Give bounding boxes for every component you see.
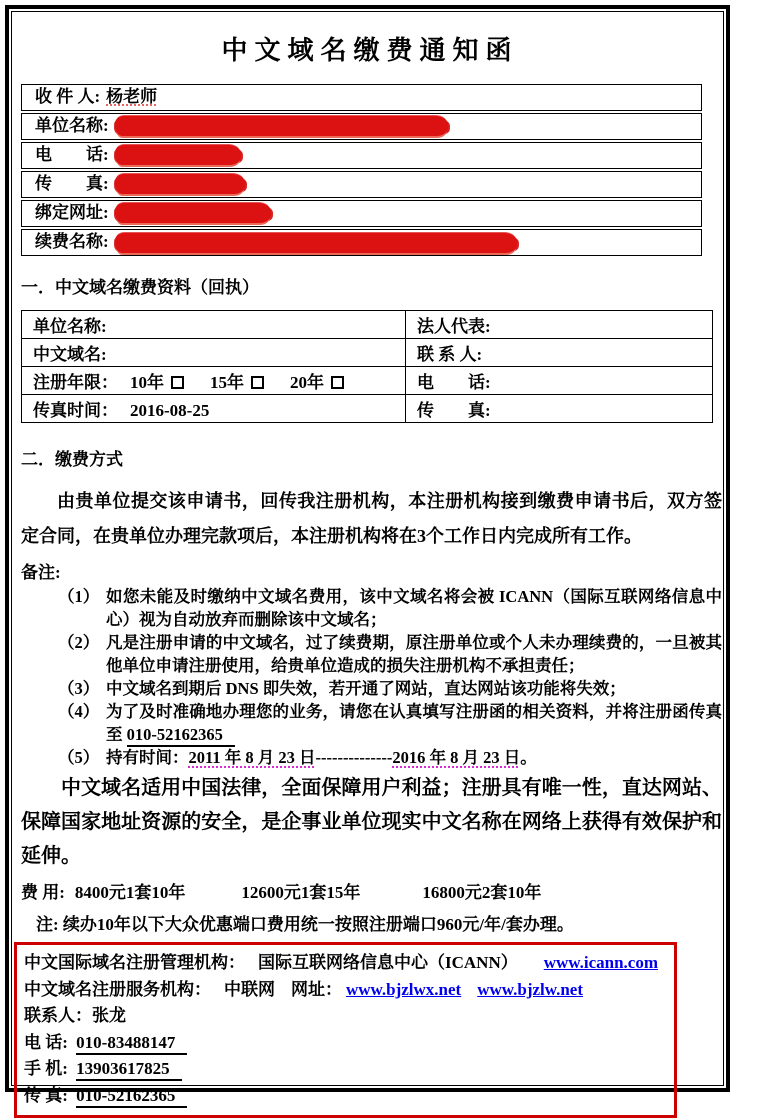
recipient-table (21, 84, 702, 256)
note4-text: 为了及时准确地办理您的业务，请您在认真填写注册函的相关资料，并将注册函传真至 (106, 702, 722, 744)
note-number: （1） (58, 587, 100, 606)
fax-date-cell (22, 395, 406, 423)
contact-info-box (14, 942, 677, 1118)
company-name-label: 单位名称: (35, 116, 109, 135)
note-text: 凡是注册申请的中文域名，过了续费期，原注册单位或个人未办理续费的，一旦被其他单位申请注册使用，给贵单位造成的损失注册机构不承担责任； (106, 633, 722, 675)
note-item-3 (21, 677, 722, 700)
page-border-inner (11, 11, 724, 1105)
note-item-4 (21, 700, 722, 746)
fax-row (21, 171, 702, 198)
legal-rep-cell: 法人代表: (406, 311, 713, 339)
contact-phone-label: 电 话: (24, 1032, 68, 1052)
icann-org-name: 国际互联网络信息中心（ICANN） (258, 953, 518, 972)
table-row (22, 395, 713, 423)
contact-fax-line (24, 1083, 668, 1110)
checkbox-10-years[interactable] (171, 376, 184, 389)
holding-date-from: 2011 年 8 月 23 日 (188, 748, 316, 767)
table-row (22, 367, 713, 395)
holding-date-to: 2016 年 8 月 23 日 (392, 748, 521, 767)
cn-domain-cell: 中文域名: (22, 339, 406, 367)
table-row (22, 311, 713, 339)
recipient-value: 杨老师 (106, 87, 158, 106)
fax-number-underlined: 010-52162365 (127, 725, 235, 747)
date-dashes: -------------- (315, 748, 393, 767)
remarks-label: 备注: (21, 563, 61, 582)
registrar-link-1[interactable]: www.bjzlwx.net (346, 979, 462, 999)
recipient-label: 收 件 人: (35, 87, 101, 106)
contact-phone-line (24, 1030, 668, 1057)
recipient-row (21, 84, 702, 111)
contact-person-line (24, 1003, 668, 1030)
note-text (106, 700, 722, 746)
page-title: 中文域名缴费通知函 (221, 36, 519, 65)
fee-label: 费 用: (21, 883, 65, 902)
contact-person-cell: 联 系 人: (406, 339, 713, 367)
table-row (22, 339, 713, 367)
fee-note: 注: 续办10年以下大众优惠端口费用统一按照注册端口960元/年/套办理。 (36, 915, 574, 934)
page-border-outer (5, 5, 730, 1105)
registrar-line (24, 977, 668, 1004)
renewal-name-row (21, 229, 702, 256)
fax-date-value: 2016-08-25 (130, 401, 210, 420)
fax-label: 传 真: (35, 174, 109, 193)
registration-years-cell (22, 367, 406, 395)
payment-info-table (21, 310, 713, 423)
note-text: 中文域名到期后 DNS 即失效，若开通了网站，直达网站该功能将失效； (106, 679, 626, 698)
redaction-scribble (115, 174, 246, 194)
bound-url-label: 绑定网址: (35, 203, 109, 222)
contact-mobile-label: 手 机: (24, 1059, 68, 1078)
unit-name-cell: 单位名称: (22, 311, 406, 339)
registrar-org-name: 中联网 (224, 979, 275, 999)
holding-period-label: 持有时间： (106, 748, 189, 767)
icann-authority-label: 中文国际域名注册管理机构： (24, 953, 245, 972)
section2-heading: 二．缴费方式 (21, 450, 123, 469)
note5-suffix: 。 (520, 748, 537, 767)
renewal-name-label: 续费名称: (35, 232, 109, 251)
payment-description: 由贵单位提交该申请书，回传我注册机构，本注册机构接到缴费申请书后，双方签定合同，在贵单位办理完款项后，本注册机构将在3个工作日内完成所有工作。 (21, 491, 722, 546)
redaction-scribble (115, 233, 518, 253)
note-item-2 (21, 631, 722, 677)
contact-fax-label: 传 真: (24, 1085, 68, 1105)
note-text: 如您未能及时缴纳中文域名费用，该中文域名将会被 ICANN（国际互联网络信息中心）视为自动放弃而删除该中文域名； (106, 587, 722, 629)
contact-phone-number: 010-83488147 (76, 1033, 187, 1055)
contact-mobile-number: 13903617825 (76, 1059, 182, 1081)
phone-cell: 电 话: (406, 367, 713, 395)
url-label: 网址： (291, 979, 342, 999)
fee-option-1: 8400元1套10年 (74, 883, 186, 902)
icann-link[interactable]: www.icann.com (543, 953, 659, 972)
company-name-row (21, 113, 702, 140)
year-option-10: 10年 (130, 373, 164, 392)
contact-mobile-line (24, 1056, 668, 1083)
note-number: （3） (58, 679, 100, 698)
year-option-20: 20年 (290, 373, 324, 392)
note-number: （4） (58, 702, 100, 721)
note-number: （5） (58, 748, 100, 767)
note-number: （2） (58, 633, 100, 652)
fee-option-3: 16800元2套10年 (422, 883, 542, 902)
contact-person-label: 联系人： (24, 1006, 92, 1025)
fee-line (21, 878, 719, 903)
redaction-scribble (115, 203, 272, 223)
phone-row (21, 142, 702, 169)
redaction-scribble (115, 145, 242, 165)
registration-years-label: 注册年限： (33, 373, 118, 392)
section1-heading: 一．中文域名缴费资料（回执） (21, 278, 259, 297)
registrar-label: 中文域名注册服务机构： (24, 979, 211, 999)
note-item-1 (21, 585, 722, 631)
contact-fax-number: 010-52162365 (76, 1086, 187, 1108)
note-text (106, 746, 722, 769)
year-option-15: 15年 (210, 373, 244, 392)
fax-cell: 传 真: (406, 395, 713, 423)
fee-option-2: 12600元1套15年 (241, 883, 361, 902)
redaction-scribble (115, 116, 449, 136)
law-paragraph: 中文域名适用中国法律，全面保障用户利益；注册具有唯一性，直达网站、保障国家地址资源的安全，是企事业单位现实中文名称在网络上获得有效保护和延伸。 (21, 777, 722, 867)
registrar-link-2[interactable]: www.bjzlw.net (477, 979, 583, 999)
checkbox-20-years[interactable] (331, 376, 344, 389)
icann-line (24, 950, 668, 977)
bound-url-row (21, 200, 702, 227)
contact-person-name: 张龙 (92, 1006, 126, 1025)
checkbox-15-years[interactable] (251, 376, 264, 389)
fax-date-label: 传真时间： (33, 401, 118, 420)
note-item-5 (21, 746, 722, 769)
phone-label: 电 话: (35, 145, 109, 164)
